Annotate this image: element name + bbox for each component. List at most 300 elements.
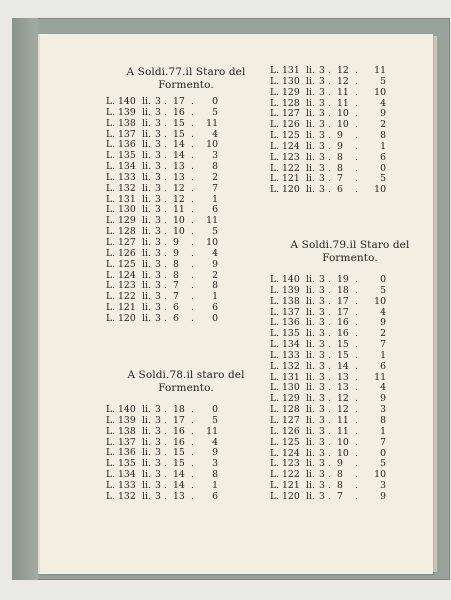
separator: . <box>328 162 331 174</box>
denari-value: 8 <box>380 414 386 426</box>
separator: . <box>328 140 331 152</box>
separator: . <box>164 106 167 118</box>
soldi-value: 15 <box>337 339 349 351</box>
lire-abbrev: li. <box>306 328 315 340</box>
separator: . <box>328 184 331 196</box>
lire-value: 3 <box>319 469 325 481</box>
lira-mark: L. <box>270 360 280 372</box>
separator: . <box>191 150 194 162</box>
lire-abbrev: li. <box>306 173 315 185</box>
lira-mark: L. <box>106 436 116 448</box>
denari-value: 4 <box>212 247 218 259</box>
section-heading <box>106 369 266 395</box>
separator: . <box>328 328 331 340</box>
quantity-value: 130 <box>282 75 300 87</box>
lira-mark: L. <box>270 130 280 142</box>
soldi-value: 9 <box>173 247 179 259</box>
denari-value: 5 <box>212 414 218 426</box>
lira-mark: L. <box>106 490 116 502</box>
separator: . <box>355 480 358 492</box>
soldi-value: 9 <box>337 458 343 470</box>
lire-value: 3 <box>319 151 325 163</box>
separator: . <box>328 284 331 296</box>
separator: . <box>355 339 358 351</box>
lire-abbrev: li. <box>306 339 315 351</box>
separator: . <box>164 96 167 107</box>
denari-value: 8 <box>212 280 218 292</box>
separator: . <box>164 458 167 470</box>
soldi-value: 12 <box>173 182 185 194</box>
lira-mark: L. <box>270 162 280 174</box>
lire-value: 3 <box>319 490 325 502</box>
lire-abbrev: li. <box>306 490 315 502</box>
lira-mark: L. <box>106 193 116 205</box>
quantity-value: 122 <box>118 291 136 303</box>
lire-abbrev: li. <box>142 226 151 238</box>
lire-value: 3 <box>319 306 325 318</box>
lira-mark: L. <box>270 97 280 109</box>
lira-mark: L. <box>270 284 280 296</box>
denari-value: 0 <box>380 274 386 285</box>
lira-mark: L. <box>106 414 116 426</box>
lire-abbrev: li. <box>142 215 151 227</box>
denari-value: 2 <box>380 328 386 340</box>
quantity-value: 121 <box>282 480 300 492</box>
lire-abbrev: li. <box>306 151 315 163</box>
lire-value: 3 <box>155 226 161 238</box>
soldi-value: 15 <box>337 349 349 361</box>
lira-mark: L. <box>106 458 116 470</box>
separator: . <box>164 302 167 314</box>
separator: . <box>164 171 167 183</box>
lire-abbrev: li. <box>306 393 315 405</box>
quantity-value: 129 <box>282 86 300 98</box>
separator: . <box>328 414 331 426</box>
separator: . <box>191 236 194 248</box>
lira-mark: L. <box>106 236 116 248</box>
lira-mark: L. <box>106 106 116 118</box>
quantity-value: 120 <box>282 490 300 502</box>
separator: . <box>191 182 194 194</box>
separator: . <box>328 360 331 372</box>
separator: . <box>191 226 194 238</box>
quantity-value: 128 <box>282 404 300 416</box>
soldi-value: 14 <box>173 479 185 491</box>
price-table <box>106 405 266 503</box>
soldi-value: 12 <box>337 75 349 87</box>
denari-value: 5 <box>212 106 218 118</box>
denari-value: 9 <box>212 258 218 270</box>
lira-mark: L. <box>106 182 116 194</box>
separator: . <box>164 182 167 194</box>
lire-value: 3 <box>319 173 325 185</box>
separator: . <box>328 480 331 492</box>
soldi-value: 6 <box>337 184 343 196</box>
separator: . <box>328 86 331 98</box>
lira-mark: L. <box>270 393 280 405</box>
lire-value: 3 <box>155 280 161 292</box>
denari-value: 8 <box>212 161 218 173</box>
lire-value: 3 <box>319 480 325 492</box>
quantity-value: 127 <box>118 236 136 248</box>
separator: . <box>355 436 358 448</box>
heading-line: Formento. <box>158 79 214 91</box>
soldi-value: 18 <box>337 284 349 296</box>
lire-value: 3 <box>155 269 161 281</box>
quantity-value: 130 <box>118 204 136 216</box>
separator: . <box>164 247 167 259</box>
lire-abbrev: li. <box>142 280 151 292</box>
lire-abbrev: li. <box>142 139 151 151</box>
soldi-value: 13 <box>173 490 185 502</box>
soldi-value: 11 <box>173 204 185 216</box>
soldi-value: 16 <box>173 425 185 437</box>
lire-value: 3 <box>319 382 325 394</box>
lira-mark: L. <box>270 119 280 131</box>
lire-abbrev: li. <box>142 161 151 173</box>
separator: . <box>328 490 331 502</box>
lire-abbrev: li. <box>142 128 151 140</box>
lire-value: 3 <box>155 414 161 426</box>
lira-mark: L. <box>270 317 280 329</box>
heading-line: A Soldi.79.il Staro del <box>290 239 410 251</box>
lire-value: 3 <box>319 328 325 340</box>
heading-line: A Soldi.78.il staro del <box>127 369 245 381</box>
lire-value: 3 <box>319 447 325 459</box>
soldi-value: 7 <box>173 291 179 303</box>
lire-abbrev: li. <box>306 349 315 361</box>
lire-abbrev: li. <box>142 171 151 183</box>
separator: . <box>328 469 331 481</box>
lire-abbrev: li. <box>306 382 315 394</box>
lire-value: 3 <box>155 215 161 227</box>
lire-value: 3 <box>155 150 161 162</box>
separator: . <box>355 173 358 185</box>
soldi-value: 12 <box>337 393 349 405</box>
separator: . <box>164 425 167 437</box>
separator: . <box>191 171 194 183</box>
lire-abbrev: li. <box>306 284 315 296</box>
lire-value: 3 <box>319 458 325 470</box>
soldi-value: 10 <box>337 108 349 120</box>
separator: . <box>164 436 167 448</box>
soldi-value: 11 <box>337 414 349 426</box>
separator: . <box>328 382 331 394</box>
lire-value: 3 <box>155 312 161 324</box>
separator: . <box>355 360 358 372</box>
separator: . <box>191 193 194 205</box>
table-row <box>270 153 430 164</box>
soldi-value: 16 <box>173 106 185 118</box>
separator: . <box>355 97 358 109</box>
quantity-value: 123 <box>118 280 136 292</box>
lira-mark: L. <box>270 151 280 163</box>
separator: . <box>355 349 358 361</box>
lire-value: 3 <box>155 204 161 216</box>
denari-value: 11 <box>374 65 386 76</box>
price-table <box>106 97 266 325</box>
separator: . <box>191 128 194 140</box>
denari-value: 5 <box>380 458 386 470</box>
lira-mark: L. <box>270 306 280 318</box>
denari-value: 1 <box>212 479 218 491</box>
soldi-value: 6 <box>173 312 179 324</box>
separator: . <box>328 274 331 285</box>
lire-abbrev: li. <box>306 75 315 87</box>
lire-abbrev: li. <box>142 117 151 129</box>
separator: . <box>355 317 358 329</box>
table-row <box>270 297 430 308</box>
separator: . <box>191 96 194 107</box>
lire-abbrev: li. <box>142 247 151 259</box>
soldi-value: 14 <box>173 139 185 151</box>
quantity-value: 126 <box>118 247 136 259</box>
quantity-value: 131 <box>282 371 300 383</box>
lira-mark: L. <box>270 458 280 470</box>
separator: . <box>355 274 358 285</box>
denari-value: 10 <box>206 236 218 248</box>
quantity-value: 125 <box>118 258 136 270</box>
denari-value: 8 <box>212 469 218 481</box>
soldi-value: 12 <box>337 404 349 416</box>
lire-value: 3 <box>319 119 325 131</box>
separator: . <box>328 447 331 459</box>
quantity-value: 139 <box>118 414 136 426</box>
denari-value: 10 <box>374 469 386 481</box>
lire-abbrev: li. <box>306 140 315 152</box>
quantity-value: 138 <box>118 117 136 129</box>
separator: . <box>355 284 358 296</box>
separator: . <box>328 436 331 448</box>
lire-abbrev: li. <box>142 490 151 502</box>
soldi-value: 15 <box>173 128 185 140</box>
separator: . <box>355 447 358 459</box>
lire-abbrev: li. <box>306 360 315 372</box>
separator: . <box>355 75 358 87</box>
lire-abbrev: li. <box>142 204 151 216</box>
separator: . <box>164 404 167 415</box>
lire-value: 3 <box>155 171 161 183</box>
quantity-value: 125 <box>282 436 300 448</box>
lire-value: 3 <box>155 425 161 437</box>
separator: . <box>355 371 358 383</box>
lira-mark: L. <box>270 75 280 87</box>
separator: . <box>191 414 194 426</box>
lira-mark: L. <box>270 295 280 307</box>
separator: . <box>191 436 194 448</box>
lire-value: 3 <box>155 469 161 481</box>
quantity-value: 137 <box>118 436 136 448</box>
separator: . <box>164 204 167 216</box>
denari-value: 0 <box>212 312 218 324</box>
denari-value: 5 <box>380 284 386 296</box>
denari-value: 3 <box>212 458 218 470</box>
lira-mark: L. <box>106 291 116 303</box>
lire-value: 3 <box>155 161 161 173</box>
lire-value: 3 <box>155 193 161 205</box>
heading-line: Formento. <box>322 252 378 264</box>
separator: . <box>355 469 358 481</box>
soldi-value: 10 <box>337 436 349 448</box>
lire-value: 3 <box>319 360 325 372</box>
soldi-value: 19 <box>337 274 349 285</box>
lire-abbrev: li. <box>306 130 315 142</box>
separator: . <box>191 469 194 481</box>
table-row <box>106 184 266 195</box>
quantity-value: 120 <box>118 312 136 324</box>
denari-value: 10 <box>374 86 386 98</box>
quantity-value: 138 <box>282 295 300 307</box>
quantity-value: 120 <box>282 184 300 196</box>
separator: . <box>191 425 194 437</box>
lire-abbrev: li. <box>306 371 315 383</box>
separator: . <box>355 65 358 76</box>
separator: . <box>164 128 167 140</box>
separator: . <box>328 119 331 131</box>
soldi-value: 8 <box>337 162 343 174</box>
lira-mark: L. <box>106 96 116 107</box>
quantity-value: 125 <box>282 130 300 142</box>
lire-value: 3 <box>319 349 325 361</box>
lire-abbrev: li. <box>142 106 151 118</box>
denari-value: 5 <box>380 173 386 185</box>
separator: . <box>328 404 331 416</box>
lira-mark: L. <box>270 436 280 448</box>
denari-value: 11 <box>206 215 218 227</box>
denari-value: 0 <box>212 404 218 415</box>
lire-abbrev: li. <box>142 182 151 194</box>
separator: . <box>355 328 358 340</box>
separator: . <box>328 130 331 142</box>
lire-abbrev: li. <box>306 97 315 109</box>
soldi-value: 10 <box>337 447 349 459</box>
quantity-value: 132 <box>118 182 136 194</box>
lire-abbrev: li. <box>306 447 315 459</box>
separator: . <box>164 479 167 491</box>
soldi-value: 11 <box>337 425 349 437</box>
lire-abbrev: li. <box>142 302 151 314</box>
separator: . <box>191 106 194 118</box>
lire-abbrev: li. <box>306 425 315 437</box>
table-row <box>270 492 430 503</box>
quantity-value: 127 <box>282 414 300 426</box>
lire-abbrev: li. <box>306 119 315 131</box>
lire-abbrev: li. <box>142 236 151 248</box>
separator: . <box>191 302 194 314</box>
lire-abbrev: li. <box>142 291 151 303</box>
soldi-value: 9 <box>173 236 179 248</box>
separator: . <box>191 161 194 173</box>
lire-value: 3 <box>155 404 161 415</box>
separator: . <box>328 108 331 120</box>
denari-value: 1 <box>212 291 218 303</box>
denari-value: 6 <box>380 151 386 163</box>
separator: . <box>191 280 194 292</box>
soldi-value: 13 <box>337 382 349 394</box>
lire-abbrev: li. <box>142 258 151 270</box>
lira-mark: L. <box>106 139 116 151</box>
denari-value: 10 <box>374 184 386 196</box>
separator: . <box>328 295 331 307</box>
lire-abbrev: li. <box>142 436 151 448</box>
separator: . <box>191 117 194 129</box>
soldi-value: 12 <box>337 65 349 76</box>
separator: . <box>328 151 331 163</box>
lire-value: 3 <box>319 162 325 174</box>
lire-value: 3 <box>319 130 325 142</box>
separator: . <box>355 425 358 437</box>
quantity-value: 140 <box>118 96 136 107</box>
lire-abbrev: li. <box>142 458 151 470</box>
soldi-value: 13 <box>173 171 185 183</box>
separator: . <box>191 215 194 227</box>
soldi-value: 8 <box>173 269 179 281</box>
separator: . <box>355 393 358 405</box>
separator: . <box>328 173 331 185</box>
soldi-value: 7 <box>337 173 343 185</box>
separator: . <box>355 119 358 131</box>
quantity-value: 134 <box>118 469 136 481</box>
separator: . <box>191 479 194 491</box>
lira-mark: L. <box>106 469 116 481</box>
quantity-value: 122 <box>282 162 300 174</box>
soldi-value: 15 <box>173 117 185 129</box>
separator: . <box>164 447 167 459</box>
soldi-value: 15 <box>173 447 185 459</box>
denari-value: 5 <box>212 226 218 238</box>
denari-value: 6 <box>212 204 218 216</box>
soldi-value: 16 <box>337 317 349 329</box>
denari-value: 3 <box>380 404 386 416</box>
lira-mark: L. <box>270 140 280 152</box>
quantity-value: 139 <box>118 106 136 118</box>
lira-mark: L. <box>106 425 116 437</box>
separator: . <box>164 117 167 129</box>
lira-mark: L. <box>270 86 280 98</box>
denari-value: 4 <box>380 382 386 394</box>
soldi-value: 8 <box>337 469 343 481</box>
lira-mark: L. <box>106 247 116 259</box>
denari-value: 0 <box>212 96 218 107</box>
separator: . <box>328 425 331 437</box>
soldi-value: 8 <box>173 258 179 270</box>
separator: . <box>328 317 331 329</box>
quantity-value: 138 <box>118 425 136 437</box>
soldi-value: 18 <box>173 404 185 415</box>
quantity-value: 131 <box>282 65 300 76</box>
quantity-value: 129 <box>282 393 300 405</box>
separator: . <box>328 371 331 383</box>
denari-value: 9 <box>212 447 218 459</box>
lira-mark: L. <box>106 404 116 415</box>
lire-abbrev: li. <box>306 414 315 426</box>
lira-mark: L. <box>270 469 280 481</box>
soldi-value: 9 <box>337 140 343 152</box>
quantity-value: 121 <box>282 173 300 185</box>
lire-value: 3 <box>155 258 161 270</box>
lire-value: 3 <box>319 317 325 329</box>
separator: . <box>328 339 331 351</box>
lira-mark: L. <box>270 382 280 394</box>
heading-line: A Soldi.77.il Staro del <box>126 66 246 78</box>
separator: . <box>164 139 167 151</box>
quantity-value: 134 <box>118 161 136 173</box>
lire-value: 3 <box>155 117 161 129</box>
separator: . <box>355 162 358 174</box>
lire-abbrev: li. <box>142 414 151 426</box>
separator: . <box>355 130 358 142</box>
lire-value: 3 <box>319 339 325 351</box>
